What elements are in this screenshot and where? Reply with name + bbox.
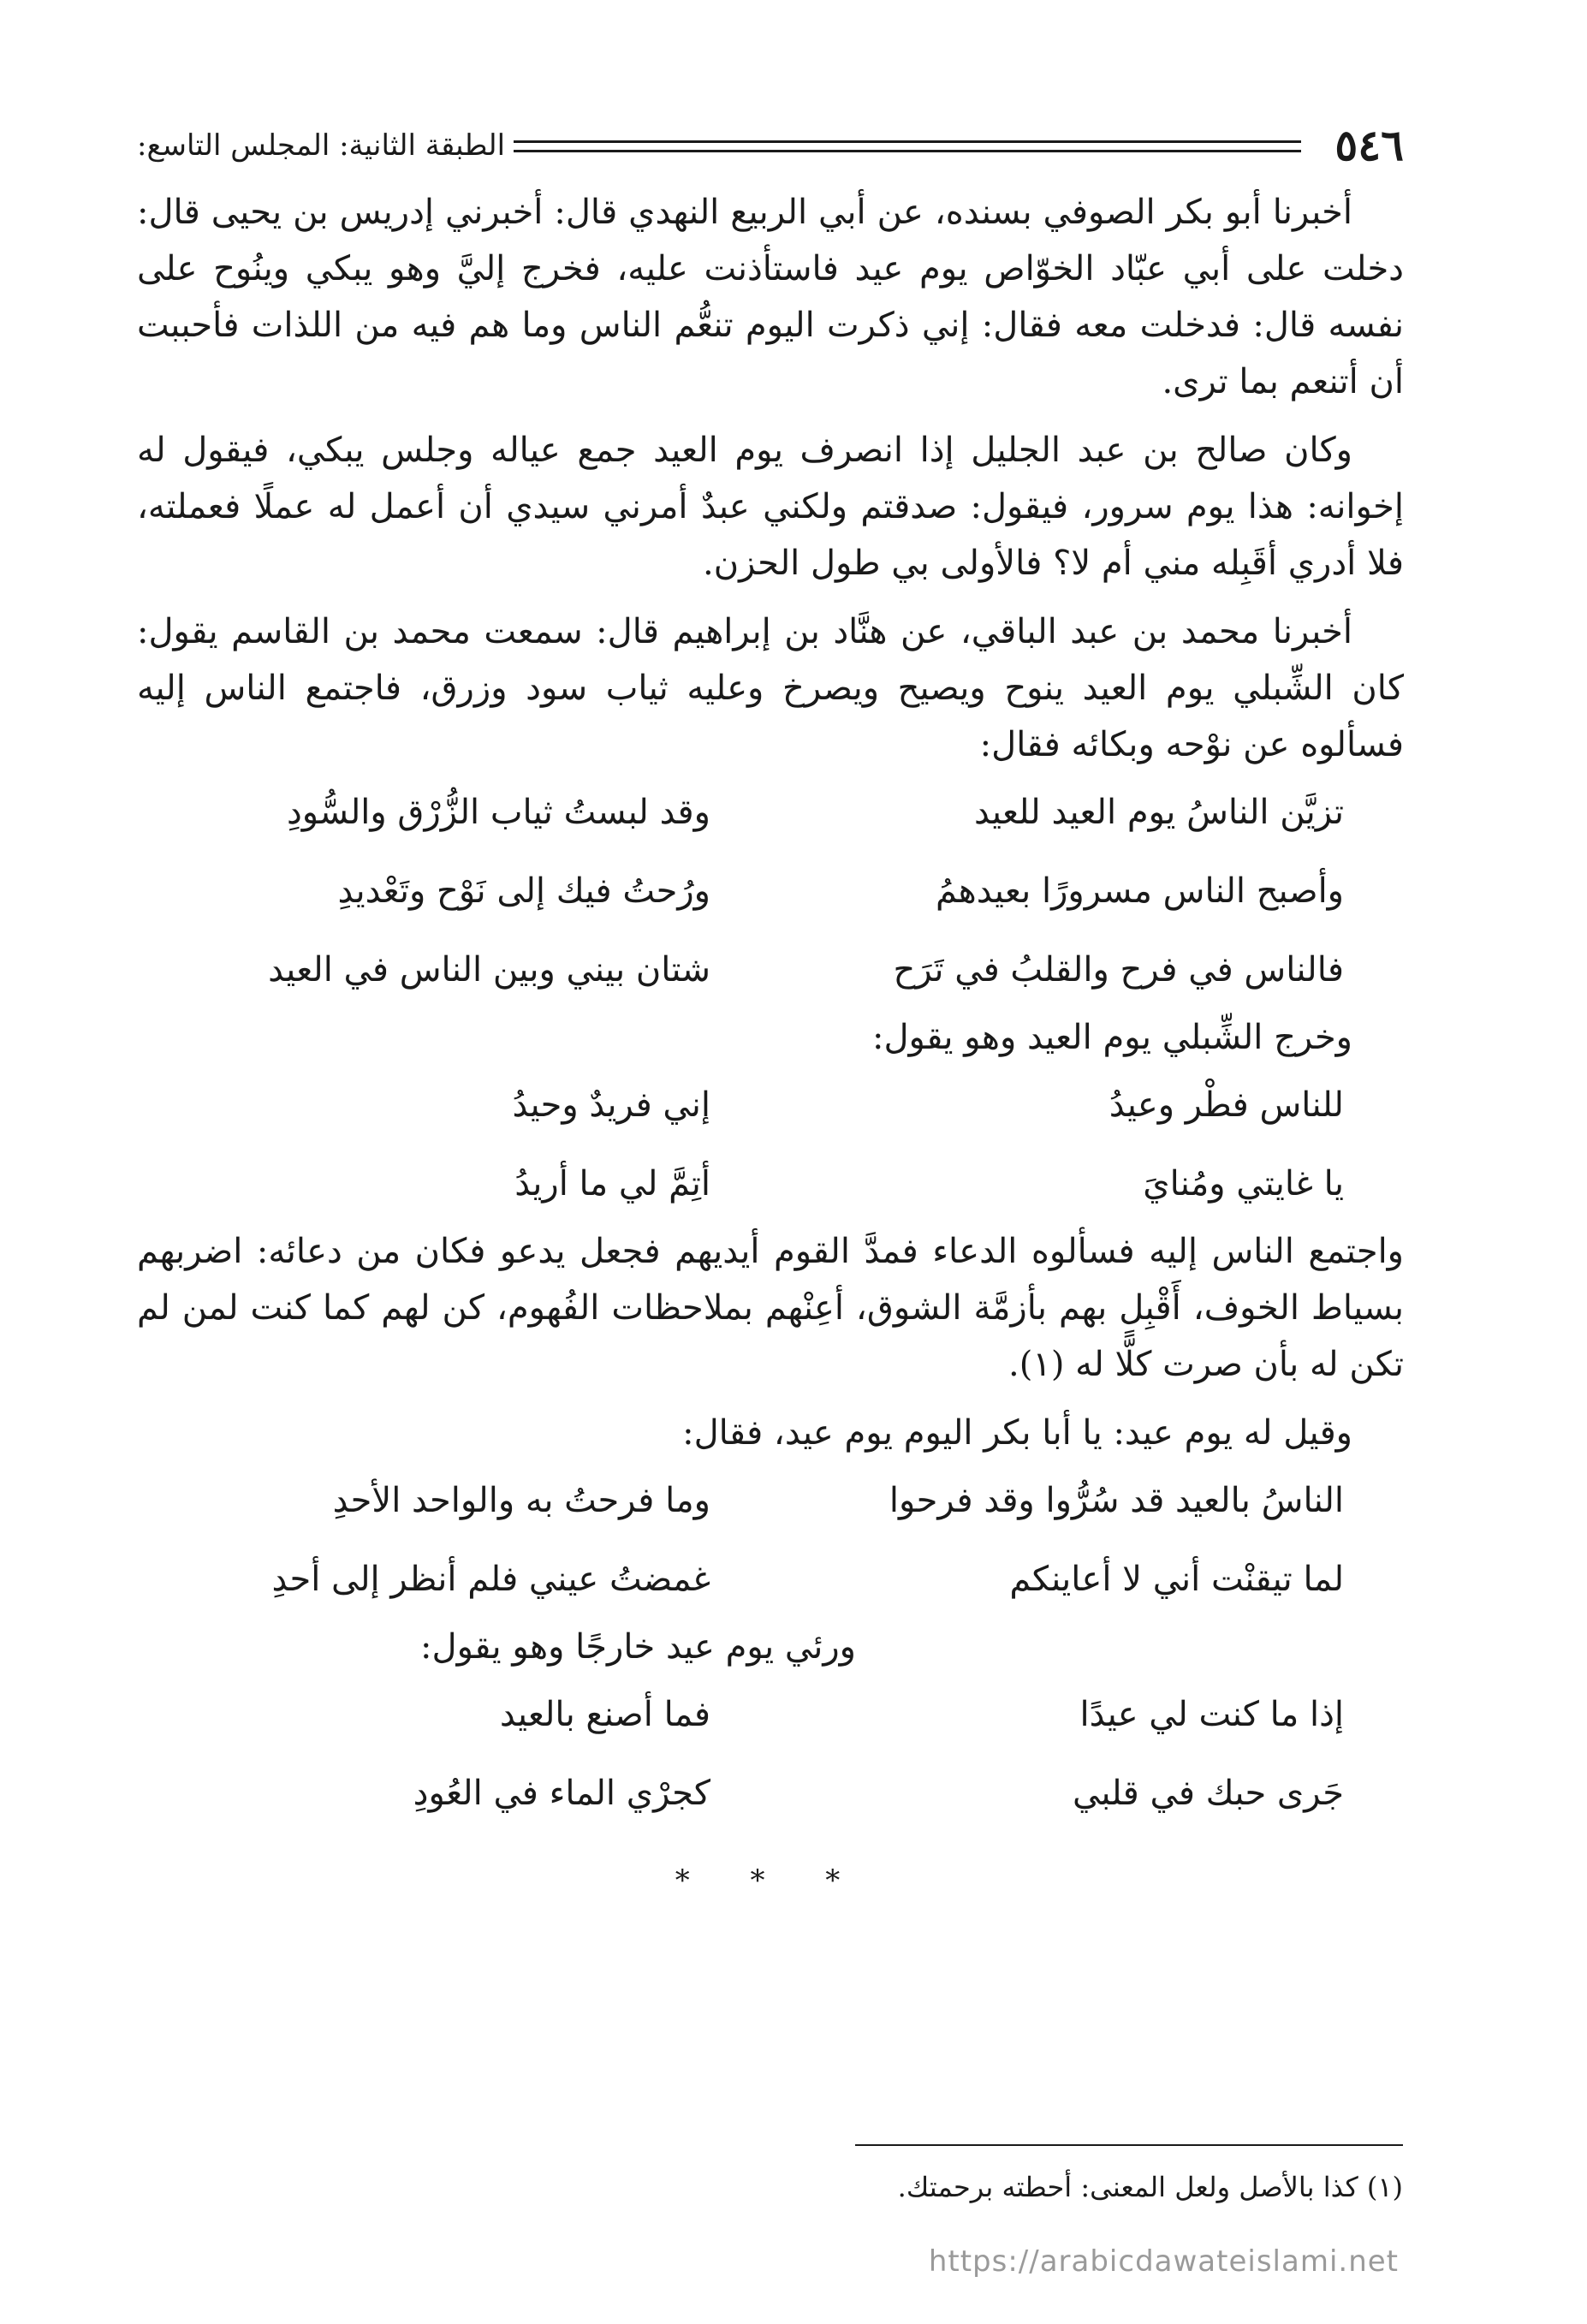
poem-1	[137, 773, 1404, 1009]
poem-4	[137, 1675, 1404, 1833]
poem-2	[137, 1066, 1404, 1223]
footnote: (١) كذا بالأصل ولعل المعنى: أحطته برحمتك.	[897, 2171, 1403, 2203]
running-title: الطبقة الثانية: المجلس التاسع:	[137, 128, 506, 163]
verse	[137, 930, 1404, 1009]
page-number: ٥٤٦	[1334, 120, 1404, 170]
paragraph-3: أخبرنا محمد بن عبد الباقي، عن هنَّاد بن إبراهيم قال: سمعت محمد بن القاسم يقول: كان الشِّبلي يوم العيد ينوح ويصيح ويصرخ وعليه ثياب سود وزرق، فاجتمع الناس إليه فسألوه عن نوْحه وبكائه فقال:	[137, 612, 1404, 764]
verse-first-hemistich: فالناس في فرح والقلبُ في تَرَح	[893, 950, 1344, 990]
page-header	[137, 111, 1404, 180]
verse-second-hemistich: فما أصنع بالعيد	[499, 1695, 710, 1734]
main-text	[137, 184, 1404, 1906]
verse-second-hemistich: كجرْي الماء في العُودِ	[413, 1774, 710, 1813]
poem-4-intro: ورئي يوم عيد خارجًا وهو يقول:	[420, 1627, 856, 1667]
poem-3	[137, 1461, 1404, 1619]
verse-second-hemistich: أتِمَّ لي ما أريدُ	[514, 1164, 710, 1204]
verse	[137, 1675, 1404, 1754]
verse-first-hemistich: لما تيقنْت أني لا أعاينكم	[1009, 1560, 1344, 1599]
verse	[137, 773, 1404, 852]
watermark-url: https://arabicdawateislami.net	[928, 2244, 1399, 2279]
verse-first-hemistich: إذا ما كنت لي عيدًا	[1079, 1695, 1344, 1734]
paragraph-2: وكان صالح بن عبد الجليل إذا انصرف يوم العيد جمع عياله وجلس يبكي، فيقول له إخوانه: هذا يوم سرور، فيقول: صدقتم ولكني عبدٌ أمرني سيدي أن أعمل له عملًا فعملته، فلا أدري أقَبِله مني أم لا؟ فالأولى بي طول الحزن.	[137, 431, 1404, 583]
verse-first-hemistich: الناسُ بالعيد قد سُرُّوا وقد فرحوا	[889, 1481, 1344, 1520]
poem-2-intro: وخرج الشِّبلي يوم العيد وهو يقول:	[871, 1018, 1352, 1057]
verse-first-hemistich: يا غايتي ومُنايَ	[1143, 1164, 1344, 1204]
verse	[137, 852, 1404, 930]
verse-first-hemistich: وأصبح الناس مسرورًا بعيدهمُ	[936, 871, 1344, 911]
verse-second-hemistich: وقد لبستُ ثياب الزُّرْق والسُّودِ	[286, 793, 710, 832]
verse	[137, 1754, 1404, 1833]
verse	[137, 1540, 1404, 1619]
verse-second-hemistich: وما فرحتُ به والواحد الأحدِ	[332, 1481, 710, 1520]
paragraph-1: أخبرنا أبو بكر الصوفي بسنده، عن أبي الربيع النهدي قال: أخبرني إدريس بن يحيى قال: دخلت على أبي عبّاد الخوّاص يوم عيد فاستأذنت عليه، فخرج إليَّ وهو يبكي وينُوح على نفسه قال: فدخلت معه فقال: إني ذكرت اليوم تنعُّم الناس وما هم فيه من اللذات فأحببت أن أتنعم بما ترى.	[137, 193, 1404, 401]
verse-first-hemistich: جَرى حبك في قلبي	[1073, 1774, 1344, 1813]
verse	[137, 1066, 1404, 1144]
verse-second-hemistich: شتان بيني وبين الناس في العيد	[268, 950, 710, 990]
verse	[137, 1461, 1404, 1540]
verse-second-hemistich: غمضتُ عيني فلم أنظر إلى أحدِ	[271, 1560, 710, 1599]
verse	[137, 1144, 1404, 1223]
verse-second-hemistich: إني فريدٌ وحيدُ	[512, 1085, 710, 1125]
section-separator: * * *	[675, 1863, 866, 1898]
paragraph-4: واجتمع الناس إليه فسألوه الدعاء فمدَّ القوم أيديهم فجعل يدعو فكان من دعائه: اضربهم بسياط الخوف، أَقْبِل بهم بأزمَّة الشوق، أعِنْهم بملاحظات الفُهوم، كن لهم كما كنت لمن لم تكن له بأن صرت كلًّا له (١).	[137, 1232, 1404, 1384]
verse-second-hemistich: ورُحتُ فيك إلى نَوْح وتَعْديدِ	[337, 871, 710, 911]
poem-3-intro: وقيل له يوم عيد: يا أبا بكر اليوم يوم عيد، فقال:	[682, 1413, 1352, 1453]
header-double-rule	[514, 140, 1301, 152]
footnote-rule	[855, 2144, 1403, 2146]
verse-first-hemistich: تزيَّن الناسُ يوم العيد للعيد	[973, 793, 1344, 832]
verse-first-hemistich: للناس فطْر وعيدُ	[1109, 1085, 1344, 1125]
